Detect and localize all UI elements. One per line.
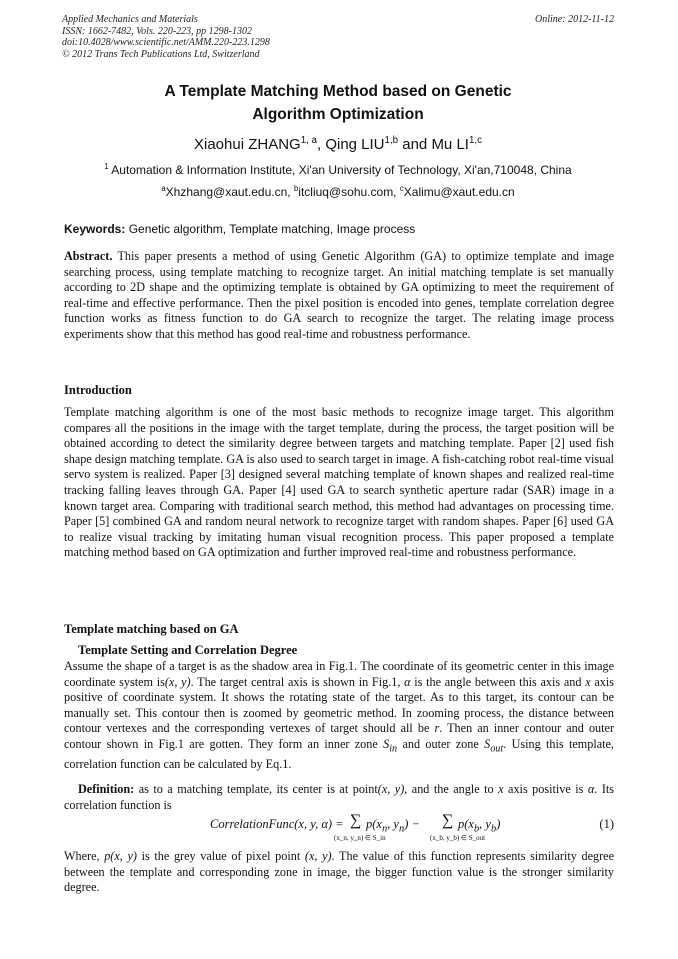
subsection-heading: Template Setting and Correlation Degree <box>78 643 298 657</box>
math-x: x <box>585 674 591 689</box>
term-text: p(x <box>458 817 474 831</box>
affiliation-text: Automation & Information Institute, Xi'an University of Technology, Xi'an,710048, China <box>108 163 572 177</box>
email-sup: a <box>161 184 166 193</box>
author-name: , Qing LIU <box>316 136 385 153</box>
sum-subscript-2: (x_b, y_b) ∈ S_out <box>430 834 486 842</box>
term-text: ) <box>496 817 501 831</box>
template-paragraph <box>64 659 614 773</box>
introduction-heading: Introduction <box>64 383 132 397</box>
online-date: Online: 2012-11-12 <box>535 14 614 25</box>
abstract-paragraph <box>64 249 614 343</box>
affiliation <box>62 163 614 177</box>
equation-1 <box>64 814 614 844</box>
sum-symbol: ∑ <box>442 812 454 829</box>
text-run: . The value of this function represents similarity degree between the template and corresponding zone in image, the bigger function value is the stronger similarity degree. <box>64 849 614 895</box>
keywords <box>64 222 616 236</box>
email-link: itcliuq@sohu.com, <box>298 185 400 199</box>
term-sub: n <box>398 823 405 835</box>
equation-lhs: CorrelationFunc(x, y, α) = <box>210 817 344 831</box>
affiliation-sup: 1 <box>104 162 109 171</box>
definition-label: Definition: <box>78 782 135 796</box>
math-xy: (x, y) <box>304 849 332 863</box>
text-run: , and the angle to <box>404 782 499 796</box>
math-alpha: α <box>404 674 411 689</box>
math-xy: (x, y) <box>164 674 191 689</box>
text-run: Assume the shape of a target is as the shadow area in Fig.1. The coordinate of its geometric center in this image coordinate system is <box>64 659 614 689</box>
text-run: as to a matching template, its center is at point <box>134 782 378 796</box>
term-sub: b <box>490 823 497 835</box>
sum-subscript-1: (x_n, y_n) ∈ S_in <box>334 834 386 842</box>
author-sup: 1,b <box>384 135 399 146</box>
math-alpha: α <box>587 782 595 796</box>
email-sup: c <box>399 184 404 193</box>
sum-symbol: ∑ <box>350 812 362 829</box>
math-x: x <box>498 782 504 796</box>
keywords-text: Genetic algorithm, Template matching, Image process <box>125 222 416 236</box>
equation-term-2 <box>458 817 500 835</box>
section-heading: Template matching based on GA <box>64 622 239 636</box>
text-run: . The target central axis is shown in Fig.1, <box>190 674 405 689</box>
math-s-in: S <box>383 736 390 751</box>
text-run: axis positive of coordinate system. It shows the rotating state of the target. As to this target, its contour can be manually set. This contour then is zoomed by geometric method. In zooming process, the distance between contour vertexes and the corresponding vertexes of target should all be <box>64 674 615 736</box>
email-link: Xalimu@xaut.edu.cn <box>403 185 515 199</box>
term-text: , y <box>479 817 491 831</box>
keywords-label: Keywords: <box>64 222 126 236</box>
term-sub: n <box>381 823 388 835</box>
abstract-text: This paper presents a method of using Genetic Algorithm (GA) to optimize template and image searching process, using template matching to recognize target. An initial matching template is set manually according to 2D shape and the optimizing template is obtained by GA optimizing to meet the requirement of real-time and effective performance. Then the pixel position is encoded into genes, template correlation degree function works as fitness function to do GA search to recognize the target. The relating image process experiments show that this method has good real-time and robustness performance. <box>64 249 614 341</box>
email-link: Xhzhang@xaut.edu.cn, <box>165 185 294 199</box>
equation-term-1 <box>366 817 420 835</box>
definition-paragraph <box>64 782 614 813</box>
equation-number: (1) <box>599 817 614 831</box>
author-sup: 1,c <box>468 135 482 146</box>
journal-name: Applied Mechanics and Materials <box>62 14 198 25</box>
introduction-paragraph: Template matching algorithm is one of the most basic methods to recognize image target. This algorithm compares all the positions in the image with the target template, during the process, the target position will be obtained according to detect the similarity degree between targets and matching template. Paper [2] used fish shape design matching template. GA is also used to search target in image. A fish-catching robot real-time visual servo system is realized. Paper [3] designed several matching template of known shapes and realized real-time tracking falling leaves through GA. Paper [4] used GA to search synthetic aperture radar (SAR) image in a known target area. Comparing with traditional search method, this method had advantages on processing time. Paper [5] combined GA and random neural network to recognize target with random shapes. Paper [6] used GA to realize visual tracking by imitating human visual recognition process. This paper proposed a template matching method based on GA optimization and further improved real-time and robustness performance. <box>64 405 614 560</box>
math-s-out: S <box>484 736 491 751</box>
email-sup: b <box>293 184 299 193</box>
term-text: p(x <box>366 817 382 831</box>
math-p: p(x, y) <box>104 849 137 863</box>
doi-line: doi:10.4028/www.scientific.net/AMM.220-223.1298 <box>62 37 270 48</box>
author-sup: 1, a <box>300 135 317 146</box>
math-sub: out <box>490 743 504 755</box>
issn-line: ISSN: 1662-7482, Vols. 220-223, pp 1298-1302 <box>62 25 252 37</box>
author-list <box>62 136 614 153</box>
text-run: axis positive is <box>503 782 588 796</box>
text-run: . Its correlation function is <box>64 782 615 812</box>
where-paragraph <box>64 849 614 896</box>
paper-title <box>62 80 614 126</box>
text-run: is the angle between this axis and <box>410 674 586 689</box>
term-text: , y <box>387 817 399 831</box>
math-r: r <box>434 721 440 736</box>
text-run: Where, <box>64 849 105 863</box>
text-run: is the grey value of pixel point <box>136 849 305 863</box>
term-sub: b <box>473 823 480 835</box>
copyright-line: © 2012 Trans Tech Publications Ltd, Switzerland <box>62 48 260 60</box>
text-run: . Using this template, correlation function can be calculated by Eq.1. <box>64 736 614 771</box>
author-name: and Mu LI <box>398 136 469 153</box>
title-line-1: A Template Matching Method based on Genetic <box>164 83 512 100</box>
author-name: Xiaohui ZHANG <box>194 136 301 153</box>
term-text: ) − <box>404 817 420 831</box>
math-sub: in <box>389 743 398 755</box>
text-run: . Then an inner contour and outer contour shown in Fig.1 are gotten. They form an inner zone <box>64 721 614 751</box>
text-run: and outer zone <box>397 736 485 751</box>
abstract-label: Abstract. <box>64 249 113 263</box>
email-list <box>62 185 614 199</box>
journal-header <box>62 14 614 60</box>
title-line-2: Algorithm Optimization <box>252 106 424 123</box>
math-xy: (x, y) <box>377 782 405 796</box>
